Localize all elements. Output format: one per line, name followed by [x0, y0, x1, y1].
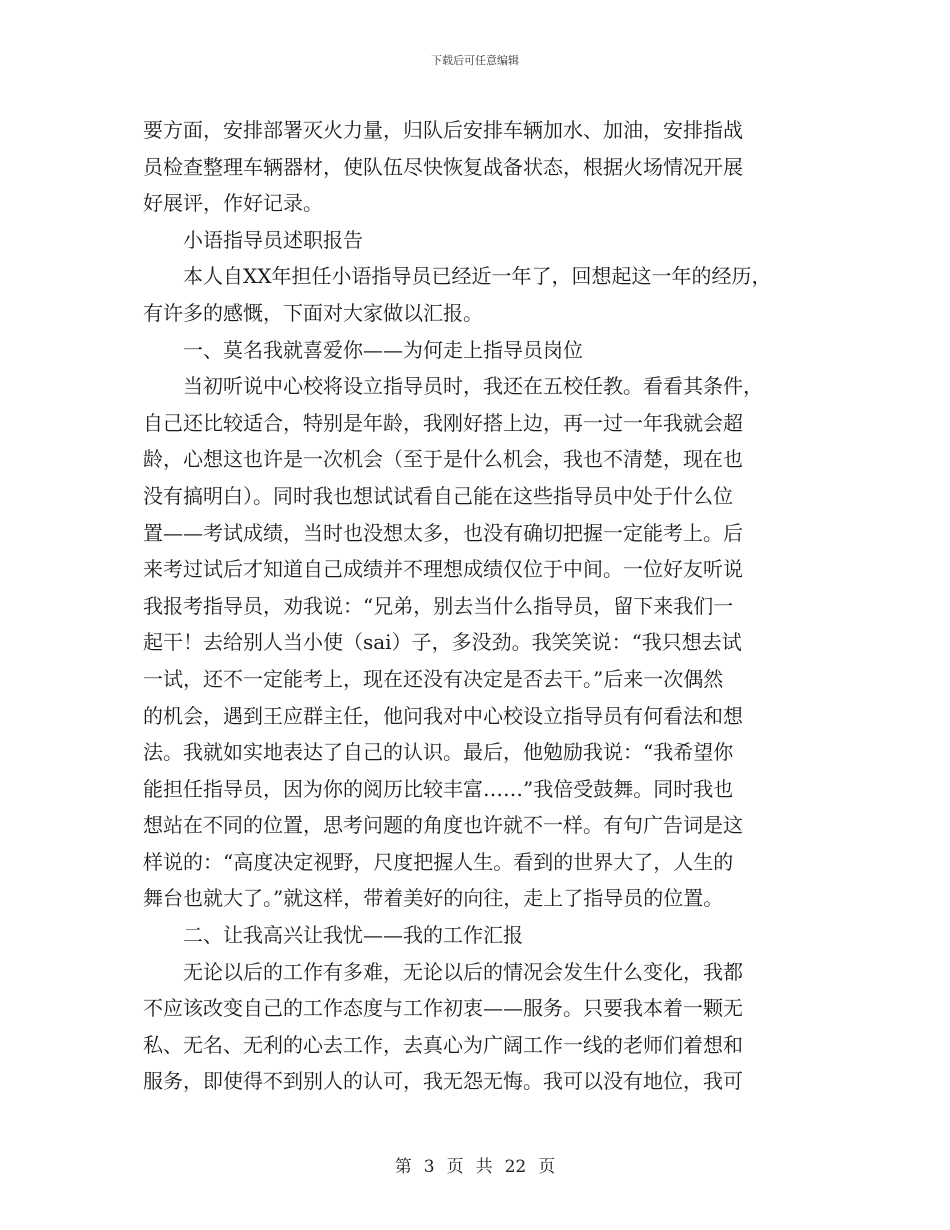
body-line: 的机会，遇到王应群主任，他问我对中心校设立指导员有何看法和想 [143, 703, 743, 728]
body-line: 能担任指导员，因为你的阅历比较丰富……”我倍受鼓舞。同时我也 [143, 776, 734, 801]
footer-current-page: 3 [423, 1157, 435, 1177]
body-line: 一、莫名我就喜爱你——为何走上指导员岗位 [183, 337, 583, 362]
body-line: 置——考试成绩，当时也没想太多，也没有确切把握一定能考上。后 [143, 520, 743, 545]
page-footer [0, 1152, 950, 1177]
body-line: 来考过试后才知道自己成绩并不理想成绩仅位于中间。一位好友听说 [143, 557, 743, 582]
body-line: 本人自XX年担任小语指导员已经近一年了，回想起这一年的经历， [183, 264, 772, 289]
footer-total-pages: 22 [504, 1157, 527, 1177]
body-line: 私、无名、无利的心去工作，去真心为广阔工作一线的老师们着想和 [143, 1032, 743, 1057]
body-line: 不应该改变自己的工作态度与工作初衷——服务。只要我本着一颗无 [143, 996, 743, 1021]
body-line: 要方面，安排部署灭火力量，归队后安排车辆加水、加油，安排指战 [143, 118, 743, 142]
body-line: 无论以后的工作有多难，无论以后的情况会发生什么变化，我都 [183, 959, 743, 984]
body-line: 有许多的感慨，下面对大家做以汇报。 [143, 300, 483, 325]
footer-total-label: 共 [475, 1157, 493, 1177]
body-line: 样说的：“高度决定视野，尺度把握人生。看到的世界大了，人生的 [143, 849, 734, 874]
footer-suffix: 页 [538, 1157, 556, 1177]
body-line: 员检查整理车辆器材，使队伍尽快恢复战备状态，根据火场情况开展 [143, 154, 743, 179]
footer-page-label: 页 [446, 1157, 464, 1177]
body-line: 二、让我高兴让我忧——我的工作汇报 [183, 923, 523, 948]
body-line: 自己还比较适合，特别是年龄，我刚好搭上边，再一过一年我就会超 [143, 410, 743, 435]
body-line: 一试，还不一定能考上，现在还没有决定是否去干。”后来一次偶然 [143, 666, 724, 691]
body-line: 当初听说中心校将设立指导员时，我还在五校任教。看看其条件， [183, 374, 763, 399]
body-line: 想站在不同的位置，思考问题的角度也许就不一样。有句广告词是这 [143, 813, 743, 838]
body-line: 我报考指导员，劝我说：“兄弟，别去当什么指导员，留下来我们一 [143, 593, 734, 618]
footer-prefix: 第 [394, 1157, 412, 1177]
body-line: 起干！去给别人当小使（sai）子，多没劲。我笑笑说：“我只想去试 [143, 630, 742, 655]
body-line: 好展评，作好记录。 [143, 191, 323, 216]
body-line: 没有搞明白）。同时我也想试试看自己能在这些指导员中处于什么位 [143, 483, 733, 508]
body-line: 舞台也就大了。”就这样，带着美好的向往，走上了指导员的位置。 [143, 886, 724, 911]
body-line: 小语指导员述职报告 [183, 227, 363, 252]
document-body [143, 112, 808, 1100]
body-line: 法。我就如实地表达了自己的认识。最后，他勉励我说：“我希望你 [143, 740, 734, 765]
body-line: 龄，心想这也许是一次机会（至于是什么机会，我也不清楚，现在也 [143, 447, 743, 472]
body-line: 服务，即使得不到别人的认可，我无怨无悔。我可以没有地位，我可 [143, 1069, 743, 1094]
page-header-note: 下载后可任意编辑 [431, 54, 519, 67]
